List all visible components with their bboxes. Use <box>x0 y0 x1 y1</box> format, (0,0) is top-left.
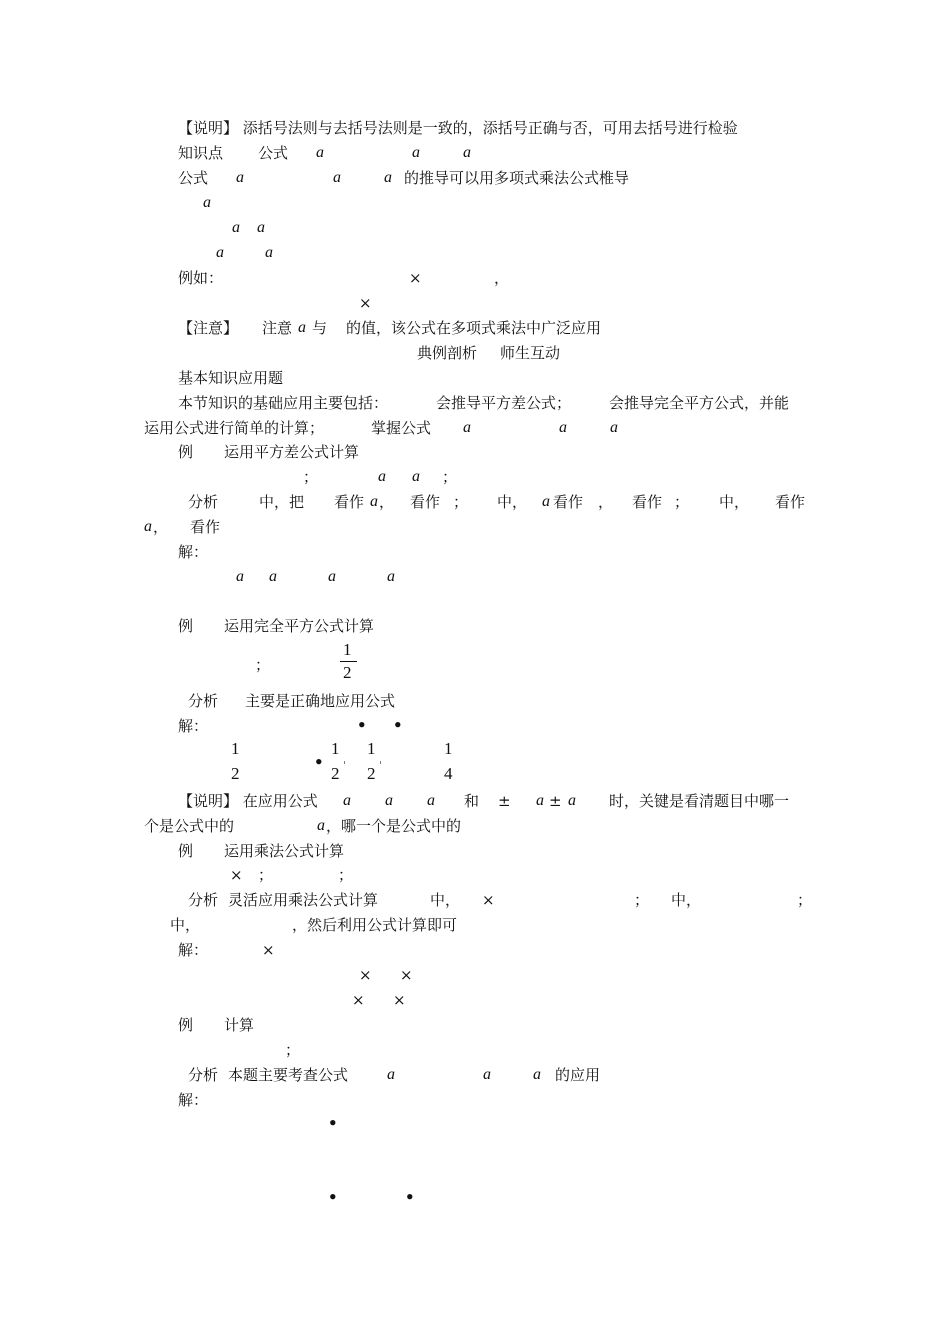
semicolon: ； <box>285 1041 301 1059</box>
plus-minus: ± <box>549 792 562 810</box>
solution-label: 解： <box>178 1091 209 1109</box>
comma: ， <box>153 518 169 536</box>
example-title: 运用乘法公式计算 <box>224 842 345 860</box>
var-a: a <box>387 1066 395 1083</box>
example-title: 运用完全平方公式计算 <box>224 617 375 635</box>
example-number: 例 <box>178 617 194 635</box>
var-a: a <box>333 169 341 186</box>
var-a: a <box>483 1066 491 1083</box>
analysis-text: 看作 <box>410 493 441 511</box>
semicolon: ； <box>453 493 469 511</box>
example-label: 例如： <box>178 269 224 287</box>
note-text: 时，关键是看清题目中哪一 <box>609 792 790 810</box>
example-number: 例 <box>178 443 194 461</box>
analysis-text: 看作 <box>775 493 806 511</box>
semicolon: ； <box>303 468 319 486</box>
note-text: 和 <box>464 792 480 810</box>
var-a: a <box>316 144 324 161</box>
dot-operator: • <box>328 1188 338 1206</box>
caution-text: 注意 <box>262 319 293 337</box>
body-text: 会推导平方差公式； <box>436 394 572 412</box>
var-a: a <box>412 468 420 485</box>
analysis-text: ，然后利用公式计算即可 <box>292 916 458 934</box>
var-a: a <box>559 419 567 436</box>
dot-operator: • <box>405 1188 415 1206</box>
comma: ， <box>494 269 510 287</box>
solution-label: 解： <box>178 717 209 735</box>
section-heading: 师生互动 <box>500 344 561 362</box>
analysis-text: 灵活应用乘法公式计算 <box>228 891 379 909</box>
var-a: a <box>203 194 211 211</box>
var-a: a <box>370 493 378 510</box>
var-a: a <box>427 792 435 809</box>
fraction-numerator: 1 <box>444 739 453 758</box>
times-sign: × <box>359 294 372 312</box>
note-text: 个是公式中的 <box>144 817 235 835</box>
solution-label: 解： <box>178 941 209 959</box>
comma: ， <box>598 493 614 511</box>
analysis-text: 中， <box>719 493 750 511</box>
comma: ， <box>379 493 395 511</box>
var-a: a <box>236 568 244 585</box>
dot-operator: • <box>314 753 324 771</box>
analysis-text: 中， <box>497 493 528 511</box>
caution-label: 【注意】 <box>178 319 239 337</box>
semicolon: ； <box>442 468 458 486</box>
var-a: a <box>533 1066 541 1083</box>
fraction-numerator: 1 <box>367 739 376 758</box>
var-a: a <box>257 219 265 236</box>
var-a: a <box>298 319 306 336</box>
example-title: 运用平方差公式计算 <box>224 443 360 461</box>
semicolon: ； <box>634 891 650 909</box>
knowledge-point-label: 知识点 <box>178 144 224 162</box>
dot-operator: • <box>328 1114 338 1132</box>
fraction-numerator: 1 <box>231 739 240 758</box>
var-a: a <box>412 144 420 161</box>
fraction-numerator: 1 <box>331 739 340 758</box>
times-sign: × <box>400 966 413 984</box>
example-title: 计算 <box>224 1016 255 1034</box>
fraction-numerator: 1 <box>343 640 352 659</box>
analysis-text: 看作 <box>632 493 663 511</box>
var-a: a <box>463 144 471 161</box>
semicolon: ； <box>674 493 690 511</box>
var-a: a <box>384 169 392 186</box>
semicolon: ； <box>258 866 274 884</box>
analysis-label: 分析 <box>188 1066 219 1084</box>
analysis-text: 看作 <box>190 518 221 536</box>
dot-operator: • <box>357 716 367 734</box>
var-a: a <box>385 792 393 809</box>
fraction-denominator: 2 <box>367 764 376 783</box>
var-a: a <box>328 568 336 585</box>
analysis-text: 的应用 <box>555 1066 601 1084</box>
fraction-denominator: 2 <box>331 764 340 783</box>
times-sign: × <box>352 991 365 1009</box>
formula-label: 公式 <box>258 144 289 162</box>
caution-text: 与 <box>312 319 328 337</box>
analysis-text: 主要是正确地应用公式 <box>245 692 396 710</box>
var-a: a <box>236 169 244 186</box>
var-a: a <box>568 792 576 809</box>
caution-text: 的值，该公式在多项式乘法中广泛应用 <box>346 319 602 337</box>
var-a: a <box>378 468 386 485</box>
subsection-heading: 基本知识应用题 <box>178 369 284 387</box>
body-text: 运用公式进行简单的计算； <box>144 419 325 437</box>
analysis-text: 看作 <box>553 493 584 511</box>
analysis-label: 分析 <box>188 891 219 909</box>
formula-label: 公式 <box>178 169 209 187</box>
var-a: a <box>216 244 224 261</box>
plus-minus: ± <box>498 792 511 810</box>
times-sign: × <box>230 866 243 884</box>
body-text: 会推导完全平方公式，并能 <box>609 394 790 412</box>
times-sign: × <box>393 991 406 1009</box>
example-number: 例 <box>178 1016 194 1034</box>
section-heading: 典例剖析 <box>417 344 478 362</box>
tick-mark: ' <box>379 759 383 772</box>
var-a: a <box>463 419 471 436</box>
example-number: 例 <box>178 842 194 860</box>
var-a: a <box>610 419 618 436</box>
var-a: a <box>232 219 240 236</box>
note-add-brackets: 【说明】 添括号法则与去括号法则是一致的，添括号正确与否，可用去括号进行检验 <box>178 119 738 137</box>
analysis-label: 分析 <box>188 493 219 511</box>
var-a: a <box>269 568 277 585</box>
var-a: a <box>536 792 544 809</box>
semicolon: ； <box>338 866 354 884</box>
semicolon: ； <box>797 891 813 909</box>
times-sign: × <box>262 941 275 959</box>
analysis-text: 中， <box>430 891 461 909</box>
body-text: 掌握公式 <box>371 419 432 437</box>
dot-operator: • <box>393 716 403 734</box>
analysis-text: 中， <box>671 891 702 909</box>
semicolon: ； <box>255 656 271 674</box>
analysis-text: 中， <box>170 916 201 934</box>
note-text: 【说明】 在应用公式 <box>178 792 318 810</box>
solution-label: 解： <box>178 543 209 561</box>
var-a: a <box>317 817 325 834</box>
times-sign: × <box>409 269 422 287</box>
times-sign: × <box>359 966 372 984</box>
analysis-text: 看作 <box>334 493 365 511</box>
body-text: 本节知识的基础应用主要包括： <box>178 394 389 412</box>
var-a: a <box>542 493 550 510</box>
var-a: a <box>144 518 152 535</box>
analysis-label: 分析 <box>188 692 219 710</box>
derivation-text: 的推导可以用多项式乘法公式椎导 <box>404 169 630 187</box>
analysis-text: 本题主要考查公式 <box>228 1066 349 1084</box>
var-a: a <box>387 568 395 585</box>
note-text: ，哪一个是公式中的 <box>326 817 462 835</box>
fraction-denominator: 4 <box>444 764 453 783</box>
fraction-bar <box>340 661 357 662</box>
fraction-denominator: 2 <box>231 764 240 783</box>
times-sign: × <box>482 891 495 909</box>
tick-mark: ' <box>343 759 347 772</box>
analysis-text: 中，把 <box>259 493 305 511</box>
fraction-denominator: 2 <box>343 663 352 682</box>
var-a: a <box>343 792 351 809</box>
var-a: a <box>265 244 273 261</box>
